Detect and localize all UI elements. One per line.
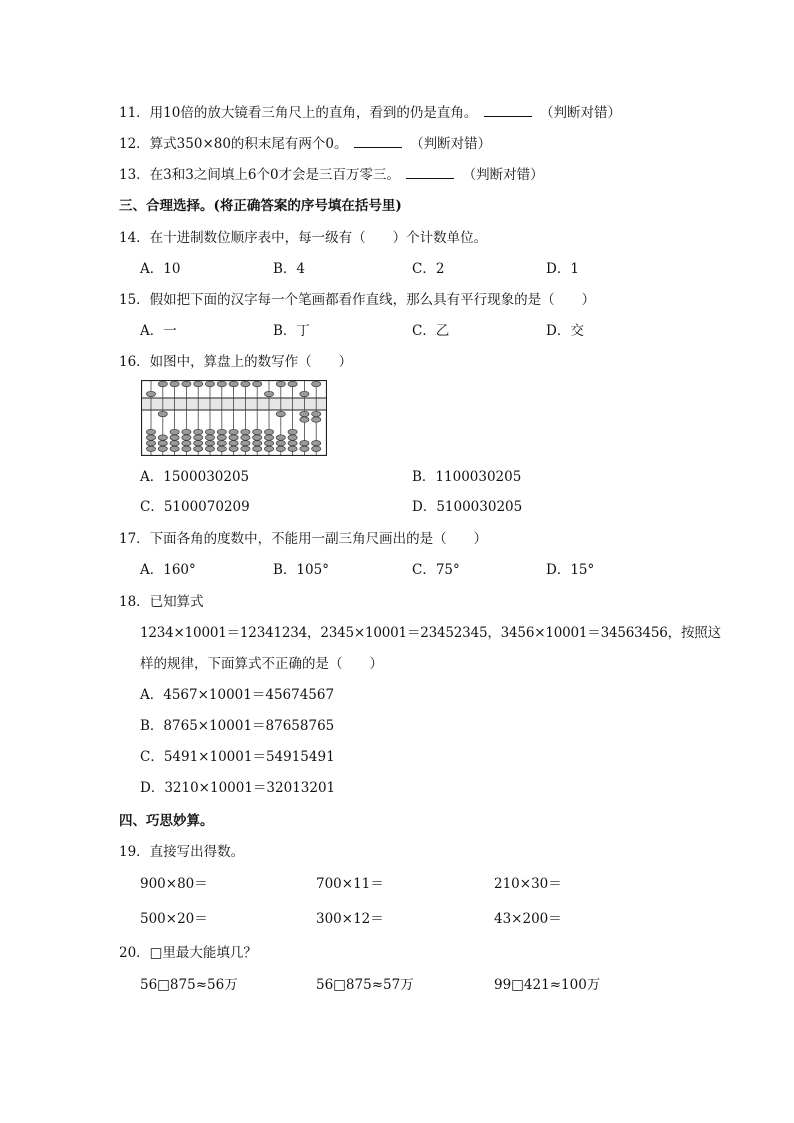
abacus-bead bbox=[276, 411, 285, 416]
abacus-bead bbox=[241, 381, 250, 386]
judge-hint: （判断对错） bbox=[410, 136, 492, 152]
question-20: 20．□里最大能填几？ bbox=[119, 945, 257, 961]
question-19: 19．直接写出得数。 bbox=[119, 844, 245, 860]
question-18: 18．已知算式 bbox=[119, 594, 204, 610]
q14-option-d[interactable]: D．1 bbox=[546, 261, 579, 277]
abacus-bead bbox=[241, 446, 250, 451]
q16-option-d[interactable]: D．5100030205 bbox=[412, 499, 523, 515]
abacus-bead bbox=[288, 446, 297, 451]
abacus-bead bbox=[300, 411, 309, 416]
abacus-bead bbox=[300, 391, 309, 396]
abacus-bead bbox=[217, 381, 226, 386]
answer-blank[interactable] bbox=[354, 135, 402, 148]
q18-option-a[interactable]: A．4567×10001＝45674567 bbox=[140, 687, 335, 703]
abacus-bead bbox=[300, 446, 309, 451]
question-15: 15．假如把下面的汉字每一个笔画都看作直线，那么具有平行现象的是（ ） bbox=[119, 292, 596, 308]
q18-option-d[interactable]: D．3210×10001＝32013201 bbox=[140, 780, 336, 796]
abacus-bead bbox=[158, 441, 167, 446]
abacus-bead bbox=[158, 435, 167, 440]
abacus-bead bbox=[276, 435, 285, 440]
abacus-bead bbox=[241, 435, 250, 440]
abacus-bead bbox=[288, 441, 297, 446]
abacus-bead bbox=[288, 429, 297, 434]
abacus-bead bbox=[217, 435, 226, 440]
calc-item: 500×20＝ bbox=[140, 911, 208, 927]
q15-option-d[interactable]: D．交 bbox=[546, 323, 584, 339]
q15-option-b[interactable]: B．丁 bbox=[273, 323, 310, 339]
q17-option-c[interactable]: C．75° bbox=[412, 562, 460, 578]
abacus-bead bbox=[182, 429, 191, 434]
abacus-bead bbox=[276, 441, 285, 446]
abacus-bead bbox=[170, 441, 179, 446]
abacus-bead bbox=[205, 446, 214, 451]
abacus-bead bbox=[205, 435, 214, 440]
abacus-bead bbox=[182, 441, 191, 446]
q17-option-d[interactable]: D．15° bbox=[546, 562, 595, 578]
abacus-bead bbox=[158, 446, 167, 451]
abacus-bead bbox=[253, 446, 262, 451]
q15-option-a[interactable]: A．一 bbox=[140, 323, 177, 339]
section-4-heading: 四、巧思妙算。 bbox=[119, 813, 214, 829]
section-3-heading: 三、合理选择。(将正确答案的序号填在括号里) bbox=[119, 198, 402, 214]
q14-option-a[interactable]: A．10 bbox=[140, 261, 181, 277]
abacus-bead bbox=[229, 381, 238, 386]
abacus-bead bbox=[182, 381, 191, 386]
abacus-bead bbox=[146, 441, 155, 446]
abacus-bead bbox=[170, 429, 179, 434]
abacus-bead bbox=[253, 435, 262, 440]
abacus-bead bbox=[288, 435, 297, 440]
abacus-bead bbox=[276, 446, 285, 451]
abacus-bead bbox=[229, 441, 238, 446]
q14-option-c[interactable]: C．2 bbox=[412, 261, 445, 277]
abacus-bead bbox=[182, 446, 191, 451]
abacus-bead bbox=[264, 435, 273, 440]
question-11-text: 11．用10倍的放大镜看三角尺上的直角，看到的仍是直角。 bbox=[119, 105, 478, 121]
question-18-formula: 1234×10001＝12341234，2345×10001＝23452345，3456×10001＝34563456，按照这 bbox=[140, 625, 721, 641]
abacus-bead bbox=[170, 435, 179, 440]
question-17: 17．下面各角的度数中，不能用一副三角尺画出的是（ ） bbox=[119, 531, 488, 547]
abacus-bead bbox=[170, 381, 179, 386]
estimate-item: 99□421≈100万 bbox=[494, 977, 601, 993]
q15-option-c[interactable]: C．乙 bbox=[412, 323, 450, 339]
calc-item: 43×200＝ bbox=[494, 911, 562, 927]
estimate-item: 56□875≈57万 bbox=[316, 977, 414, 993]
abacus-bead bbox=[170, 446, 179, 451]
q17-option-b[interactable]: B．105° bbox=[273, 562, 329, 578]
abacus-bead bbox=[146, 391, 155, 396]
q17-option-a[interactable]: A．160° bbox=[140, 562, 196, 578]
abacus-bead bbox=[158, 411, 167, 416]
abacus-bead bbox=[146, 429, 155, 434]
abacus-figure bbox=[141, 380, 327, 456]
question-11 bbox=[119, 104, 621, 122]
abacus-bead bbox=[288, 381, 297, 386]
abacus-bead bbox=[264, 429, 273, 434]
calc-item: 700×11＝ bbox=[316, 876, 384, 892]
abacus-bead bbox=[241, 429, 250, 434]
abacus-bead bbox=[264, 441, 273, 446]
abacus-bead bbox=[182, 435, 191, 440]
abacus-bead bbox=[253, 429, 262, 434]
estimate-item: 56□875≈56万 bbox=[140, 977, 238, 993]
abacus-bead bbox=[194, 381, 203, 386]
abacus-bead bbox=[241, 441, 250, 446]
abacus-bead bbox=[264, 446, 273, 451]
abacus-bead bbox=[312, 411, 321, 416]
abacus-bead bbox=[229, 429, 238, 434]
calc-item: 210×30＝ bbox=[494, 876, 562, 892]
q16-option-a[interactable]: A．1500030205 bbox=[140, 469, 250, 485]
question-18-prompt: 样的规律，下面算式不正确的是（ ） bbox=[140, 656, 383, 672]
abacus-bead bbox=[194, 435, 203, 440]
abacus-bead bbox=[194, 441, 203, 446]
abacus-bead bbox=[253, 441, 262, 446]
calc-item: 300×12＝ bbox=[316, 911, 384, 927]
q14-option-b[interactable]: B．4 bbox=[273, 261, 306, 277]
abacus-bead bbox=[300, 417, 309, 422]
abacus-bead bbox=[158, 381, 167, 386]
abacus-bead bbox=[312, 381, 321, 386]
abacus-bead bbox=[194, 429, 203, 434]
abacus-bead bbox=[312, 441, 321, 446]
abacus-bead bbox=[253, 381, 262, 386]
abacus-bead bbox=[194, 446, 203, 451]
abacus-bead bbox=[217, 441, 226, 446]
abacus-bead bbox=[205, 429, 214, 434]
abacus-bead bbox=[276, 381, 285, 386]
answer-blank[interactable] bbox=[484, 104, 532, 117]
question-13-text: 13．在3和3之间填上6个0才会是三百万零三。 bbox=[119, 167, 401, 183]
abacus-bead bbox=[300, 441, 309, 446]
question-12 bbox=[119, 135, 491, 153]
judge-hint: （判断对错） bbox=[539, 105, 621, 121]
abacus-bead bbox=[217, 446, 226, 451]
q16-option-c[interactable]: C．5100070209 bbox=[140, 499, 250, 515]
abacus-bead bbox=[264, 391, 273, 396]
q16-option-b[interactable]: B．1100030205 bbox=[412, 469, 522, 485]
answer-blank[interactable] bbox=[406, 166, 454, 179]
abacus-bead bbox=[205, 441, 214, 446]
abacus-bead bbox=[205, 381, 214, 386]
question-12-text: 12．算式350×80的积末尾有两个0。 bbox=[119, 136, 348, 152]
q18-option-c[interactable]: C．5491×10001＝54915491 bbox=[140, 749, 335, 765]
abacus-bead bbox=[312, 446, 321, 451]
question-14: 14．在十进制数位顺序表中，每一级有（ ）个计数单位。 bbox=[119, 230, 488, 246]
abacus-bead bbox=[229, 435, 238, 440]
abacus-bead bbox=[312, 417, 321, 422]
q18-option-b[interactable]: B．8765×10001＝87658765 bbox=[140, 718, 335, 734]
abacus-bead bbox=[217, 429, 226, 434]
judge-hint: （判断对错） bbox=[462, 167, 544, 183]
abacus-bead bbox=[146, 435, 155, 440]
abacus-bead bbox=[146, 446, 155, 451]
abacus-bead bbox=[229, 446, 238, 451]
question-13 bbox=[119, 166, 544, 184]
calc-item: 900×80＝ bbox=[140, 876, 208, 892]
question-16: 16．如图中，算盘上的数写作（ ） bbox=[119, 354, 353, 370]
